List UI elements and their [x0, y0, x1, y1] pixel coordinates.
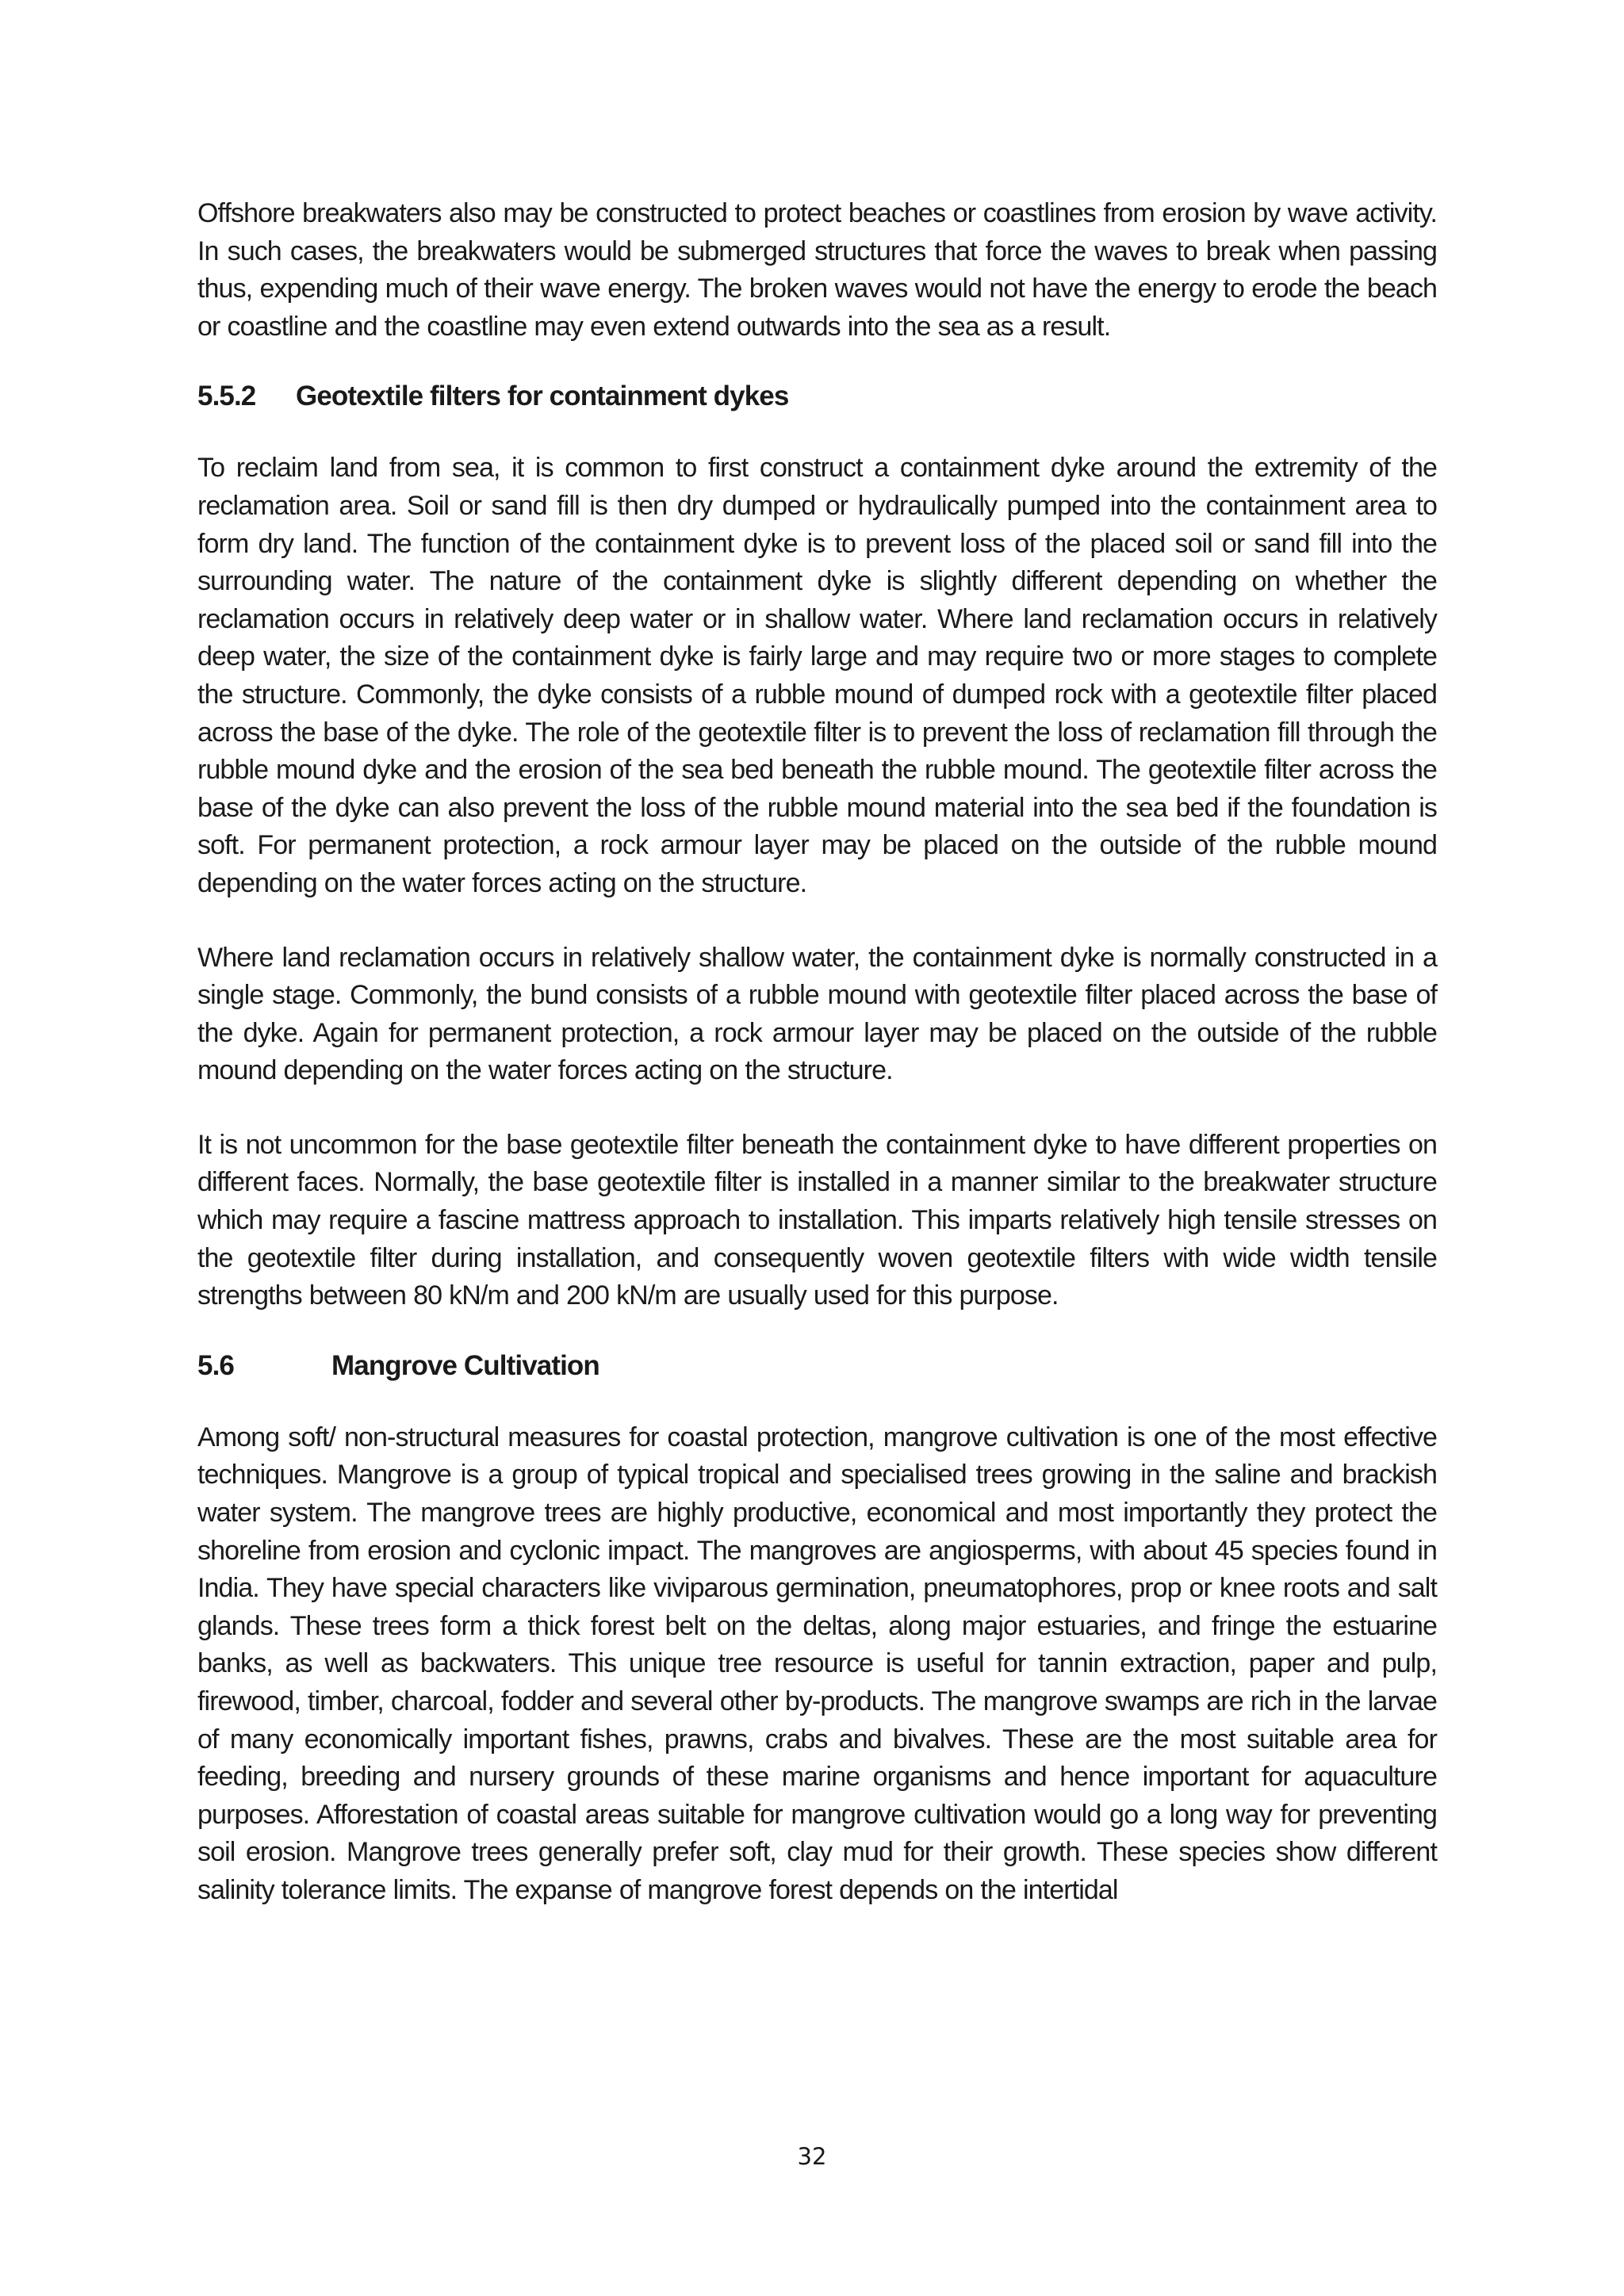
section-heading-5-6 [197, 1347, 1437, 1384]
page-number: 32 [797, 2143, 827, 2170]
section-number: 5.5.2 [197, 381, 256, 412]
paragraph-dyke-base-filter: It is not uncommon for the base geotextile filter beneath the containment dyke to have different properties on different faces. Normally, the base geotextile filter is installed in a manner similar to the breakwater structure which may require a fascine mattress approach to installation. This imparts relatively high tensile stresses on the geotextile filter during installation, and consequently woven geotextile filters with wide width tensile strengths between 80 kN/m and 200 kN/m are usually used for this purpose. [197, 1129, 1437, 1311]
section-number: 5.6 [197, 1349, 234, 1381]
section-title: Geotextile filters for containment dykes [296, 381, 789, 412]
section-title: Mangrove Cultivation [331, 1349, 599, 1381]
paragraph-offshore-breakwaters: Offshore breakwaters also may be constructed to protect beaches or coastlines from erosion by wave activity. In such cases, the breakwaters would be submerged structures that force the waves to break when passing thus, expending much of their wave energy. The broken waves would not have the energy to erode the beach or coastline and the coastline may even extend outwards into the sea as a result. [197, 198, 1437, 342]
paragraph-mangrove: Among soft/ non-structural measures for coastal protection, mangrove cultivation is one of the most effective techniques. Mangrove is a group of typical tropical and specialised trees growing in the saline and brackish water system. The mangrove trees are highly productive, economical and most importantly they protect the shoreline from erosion and cyclonic impact. The mangroves are angiosperms, with about 45 species found in India. They have special characters like viviparous germination, pneumatophores, prop or knee roots and salt glands. These trees form a thick forest belt on the deltas, along major estuaries, and fringe the estuarine banks, as well as backwaters. This unique tree resource is useful for tannin extraction, paper and pulp, firewood, timber, charcoal, fodder and several other by-products. The mangrove swamps are rich in the larvae of many economically important fishes, prawns, crabs and bivalves. These are the most suitable area for feeding, breeding and nursery grounds of these marine organisms and hence important for aquaculture purposes. Afforestation of coastal areas suitable for mangrove cultivation would go a long way for preventing soil erosion. Mangrove trees generally prefer soft, clay mud for their growth. These species show different salinity tolerance limits. The expanse of mangrove forest depends on the intertidal [197, 1422, 1437, 1905]
document-body [197, 195, 1437, 1910]
paragraph-dyke-intro: To reclaim land from sea, it is common to first construct a containment dyke around the extremity of the reclamation area. Soil or sand fill is then dry dumped or hydraulically pumped into the containment area to form dry land. The function of the containment dyke is to prevent loss of the placed soil or sand fill into the surrounding water. The nature of the containment dyke is slightly different depending on whether the reclamation occurs in relatively deep water or in shallow water. Where land reclamation occurs in relatively deep water, the size of the containment dyke is fairly large and may require two or more stages to complete the structure. Commonly, the dyke consists of a rubble mound of dumped rock with a geotextile filter placed across the base of the dyke. The role of the geotextile filter is to prevent the loss of reclamation fill through the rubble mound dyke and the erosion of the sea bed beneath the rubble mound. The geotextile filter across the base of the dyke can also prevent the loss of the rubble mound material into the sea bed if the foundation is soft. For permanent protection, a rock armour layer may be placed on the outside of the rubble mound depending on the water forces acting on the structure. [197, 453, 1437, 898]
paragraph-dyke-shallow: Where land reclamation occurs in relatively shallow water, the containment dyke is normally constructed in a single stage. Commonly, the bund consists of a rubble mound with geotextile filter placed across the base of the dyke. Again for permanent protection, a rock armour layer may be placed on the outside of the rubble mound depending on the water forces acting on the structure. [197, 942, 1437, 1086]
section-heading-5-5-2 [197, 377, 1437, 415]
